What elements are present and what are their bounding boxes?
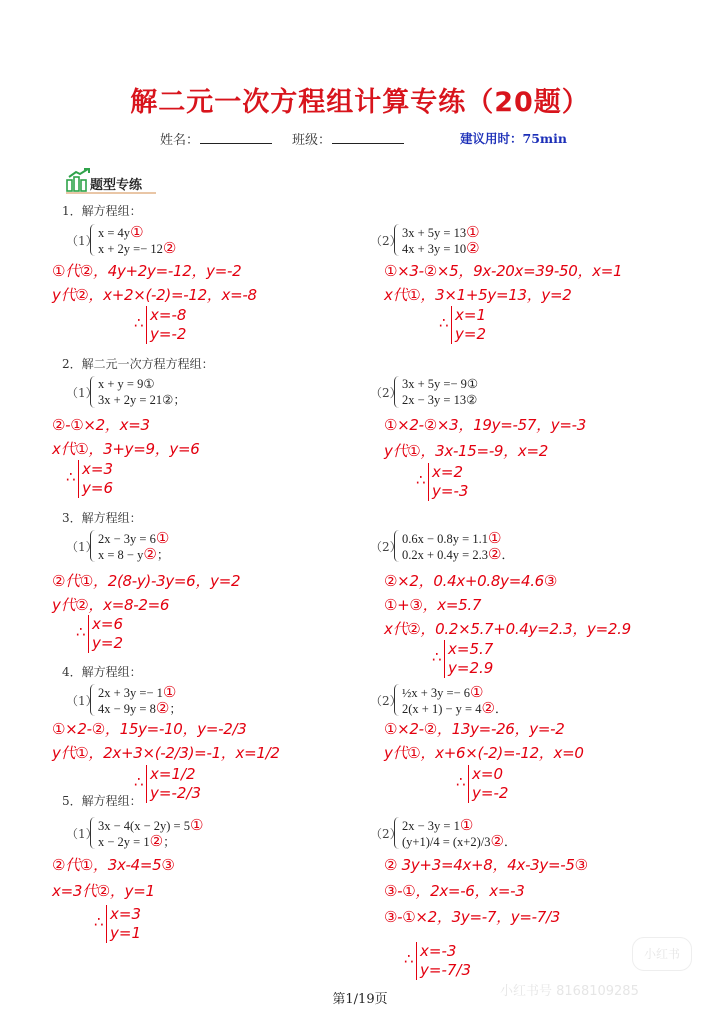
solution-step: y代②，x=8-2=6 xyxy=(52,596,170,614)
therefore-symbol: ∴ xyxy=(76,623,86,641)
section-header xyxy=(66,168,143,196)
answer-value: y=-2 xyxy=(472,784,509,802)
solution-step: y代①，x+6×(-2)=-12，x=0 xyxy=(384,744,584,762)
equation-text: 2x − 3y = 13② xyxy=(402,393,478,407)
solution-step: ①代②，4y+2y=-12，y=-2 xyxy=(52,262,242,280)
equation xyxy=(402,530,501,547)
equation-mark: ① xyxy=(459,816,474,834)
equation-text: 2x − 3y = 6 xyxy=(98,532,156,546)
answer-brace xyxy=(78,460,79,498)
equation-text: 2x + 3y =− 1 xyxy=(98,686,163,700)
equation-mark: ② xyxy=(162,239,177,257)
equation-system xyxy=(402,376,552,410)
equation-mark: ② xyxy=(487,545,502,563)
equation xyxy=(98,376,155,392)
question-title: 4．解方程组： xyxy=(62,665,142,679)
solution-step: ②-①×2，x=3 xyxy=(52,416,150,434)
solution-step: y代②，x+2×(-2)=-12，x=-8 xyxy=(52,286,257,304)
solution-step: x=3代②，y=1 xyxy=(52,882,155,900)
equation-mark: ① xyxy=(130,223,144,241)
part-label: （2） xyxy=(370,540,402,554)
brace xyxy=(90,530,95,562)
equation xyxy=(402,700,507,717)
watermark-logo: 小红书 xyxy=(632,937,692,971)
punctuation: ； xyxy=(169,702,182,716)
name-blank xyxy=(200,143,272,144)
therefore-symbol: ∴ xyxy=(432,648,442,666)
solution-step: ③-①，2x=-6，x=-3 xyxy=(384,882,525,900)
equation-text: x + y = 9① xyxy=(98,377,155,391)
brace xyxy=(90,817,95,849)
class-blank xyxy=(332,143,404,144)
answer-value: x=6 xyxy=(92,615,123,633)
equation xyxy=(98,546,169,563)
solution-step: ②代①，3x-4=5③ xyxy=(52,856,175,874)
brace xyxy=(90,376,95,408)
equation-text: 3x + 5y = 13 xyxy=(402,226,467,240)
answer-brace xyxy=(88,615,89,653)
brace xyxy=(394,376,399,408)
equation-mark: ② xyxy=(143,545,157,563)
solution-step: x代②，0.2×5.7+0.4y=2.3，y=2.9 xyxy=(384,620,631,638)
answer-value: x=0 xyxy=(472,765,503,783)
therefore-symbol: ∴ xyxy=(134,773,144,791)
equation xyxy=(402,546,514,563)
question-title: 3．解方程组： xyxy=(62,511,142,525)
equation-system xyxy=(98,224,248,258)
section-underline xyxy=(66,192,156,194)
equation-mark: ① xyxy=(470,683,484,701)
equation-text: 4x + 3y = 10 xyxy=(402,242,467,256)
solution-step: ①×2-②×3，19y=-57，y=-3 xyxy=(384,416,586,434)
equation-text: ½x + 3y =− 6 xyxy=(402,686,471,700)
equation-text: 3x + 5y =− 9① xyxy=(402,377,479,391)
equation-text: 3x − 4(x − 2y) = 5 xyxy=(98,819,190,833)
brace xyxy=(394,817,399,849)
solution-step: ①×2-②，13y=-26，y=-2 xyxy=(384,720,565,738)
watermark-text: 小红书号 8168109285 xyxy=(500,984,639,999)
equation-mark: ① xyxy=(189,816,204,834)
equation-text: 4x − 9y = 8 xyxy=(98,702,156,716)
part-label: （2） xyxy=(370,234,402,248)
equation-mark: ② xyxy=(155,699,170,717)
solution-step: y代①，3x-15=-9，x=2 xyxy=(384,442,548,460)
equation-text: 0.6x − 0.8y = 1.1 xyxy=(402,532,488,546)
bar-chart-growth-icon xyxy=(66,168,92,192)
therefore-symbol: ∴ xyxy=(134,314,144,332)
equation xyxy=(402,817,473,834)
answer-value: y=1 xyxy=(110,924,141,942)
answer-brace xyxy=(428,463,429,501)
equation-system xyxy=(402,817,552,851)
answer-value: y=2 xyxy=(92,634,123,652)
equation xyxy=(402,376,478,392)
equation xyxy=(98,700,182,717)
therefore-symbol: ∴ xyxy=(94,913,104,931)
equation xyxy=(402,240,480,257)
punctuation: ； xyxy=(163,835,176,849)
solution-step: ②×2，0.4x+0.8y=4.6③ xyxy=(384,572,558,590)
solution-step: ②代①，2(8-y)-3y=6，y=2 xyxy=(52,572,241,590)
solution-step: x代①，3×1+5y=13，y=2 xyxy=(384,286,572,304)
equation-text: 0.2x + 0.4y = 2.3 xyxy=(402,548,488,562)
equation xyxy=(98,833,176,850)
punctuation: ． xyxy=(501,548,514,562)
answer-brace xyxy=(146,306,147,344)
answer-value: x=3 xyxy=(110,905,141,923)
brace xyxy=(394,224,399,256)
solution-step: ①×3-②×5，9x-20x=39-50，x=1 xyxy=(384,262,623,280)
answer-value: y=-3 xyxy=(432,482,469,500)
part-label: （1） xyxy=(66,694,98,708)
answer-value: x=-3 xyxy=(420,942,457,960)
worksheet-title: 解二元一次方程组计算专练（20题） xyxy=(130,87,590,118)
section-label: 题型专练 xyxy=(90,178,143,193)
equation-system xyxy=(98,376,248,410)
part-label: （1） xyxy=(66,540,98,554)
suggested-time: 建议用时：75min xyxy=(460,131,567,146)
equation-mark: ② xyxy=(466,239,480,257)
equation-system xyxy=(402,530,552,564)
equation-mark: ② xyxy=(149,832,164,850)
page-number: 第1/19页 xyxy=(332,992,388,1007)
equation-mark: ① xyxy=(162,683,177,701)
answer-value: y=-2/3 xyxy=(150,784,201,802)
therefore-symbol: ∴ xyxy=(456,773,466,791)
equation xyxy=(98,224,144,241)
punctuation: ； xyxy=(173,393,186,407)
equation-system xyxy=(402,684,552,718)
answer-value: y=2.9 xyxy=(448,659,494,677)
answer-value: x=2 xyxy=(432,463,463,481)
answer-value: x=-8 xyxy=(150,306,187,324)
equation-text: (y+1)/4 = (x+2)/3 xyxy=(402,835,491,849)
answer-value: y=6 xyxy=(82,479,113,497)
equation-text: x = 8 − y xyxy=(98,548,144,562)
answer-brace xyxy=(468,765,469,803)
equation xyxy=(402,833,516,850)
equation-system xyxy=(98,684,248,718)
therefore-symbol: ∴ xyxy=(66,468,76,486)
part-label: （1） xyxy=(66,827,98,841)
equation xyxy=(98,240,176,257)
answer-value: y=-2 xyxy=(150,325,187,343)
answer-value: x=1 xyxy=(455,306,486,324)
punctuation: ． xyxy=(494,702,508,716)
equation-text: x + 2y =− 12 xyxy=(98,242,163,256)
brace xyxy=(90,684,95,716)
answer-brace xyxy=(106,905,107,943)
equation-system xyxy=(98,530,248,564)
answer-brace xyxy=(416,942,417,980)
answer-value: y=2 xyxy=(455,325,486,343)
part-label: （2） xyxy=(370,386,402,400)
solution-step: ② 3y+3=4x+8，4x-3y=-5③ xyxy=(384,856,588,874)
question-title: 5．解方程组： xyxy=(62,794,142,808)
equation xyxy=(402,684,483,701)
solution-step: ①+③，x=5.7 xyxy=(384,596,482,614)
solution-step: ①×2-②，15y=-10，y=-2/3 xyxy=(52,720,247,738)
part-label: （1） xyxy=(66,234,98,248)
equation xyxy=(402,392,477,408)
equation-text: 2(x + 1) − y = 4 xyxy=(402,702,482,716)
question-title: 2．解二元一次方程方程组： xyxy=(62,357,214,371)
equation-mark: ② xyxy=(490,832,504,850)
punctuation: ． xyxy=(503,835,517,849)
equation-text: 3x + 2y = 21② xyxy=(98,393,174,407)
answer-value: y=-7/3 xyxy=(420,961,471,979)
brace xyxy=(90,224,95,256)
brace xyxy=(394,530,399,562)
question-title: 1．解方程组： xyxy=(62,204,142,218)
answer-brace xyxy=(444,640,445,678)
part-label: （2） xyxy=(370,827,402,841)
equation xyxy=(98,530,169,547)
equation-text: 2x − 3y = 1 xyxy=(402,819,460,833)
equation-mark: ① xyxy=(487,529,502,547)
answer-brace xyxy=(451,306,452,344)
answer-brace xyxy=(146,765,147,803)
answer-value: x=1/2 xyxy=(150,765,196,783)
equation-text: x = 4y xyxy=(98,226,131,240)
therefore-symbol: ∴ xyxy=(439,314,449,332)
answer-value: x=3 xyxy=(82,460,113,478)
solution-step: x代①，3+y=9，y=6 xyxy=(52,440,200,458)
therefore-symbol: ∴ xyxy=(416,471,426,489)
part-label: （1） xyxy=(66,386,98,400)
solution-step: ③-①×2，3y=-7，y=-7/3 xyxy=(384,908,560,926)
name-label: 姓名： xyxy=(160,133,200,148)
answer-value: x=5.7 xyxy=(448,640,494,658)
equation-system xyxy=(98,817,248,851)
part-label: （2） xyxy=(370,694,402,708)
class-label: 班级： xyxy=(292,133,332,148)
equation-mark: ① xyxy=(466,223,480,241)
solution-step: y代①，2x+3×(-2/3)=-1，x=1/2 xyxy=(52,744,280,762)
equation xyxy=(98,392,186,408)
equation-mark: ② xyxy=(481,699,495,717)
brace xyxy=(394,684,399,716)
therefore-symbol: ∴ xyxy=(404,950,414,968)
equation-text: x − 2y = 1 xyxy=(98,835,150,849)
punctuation: ； xyxy=(156,548,170,562)
equation-mark: ① xyxy=(155,529,170,547)
equation-system xyxy=(402,224,552,258)
